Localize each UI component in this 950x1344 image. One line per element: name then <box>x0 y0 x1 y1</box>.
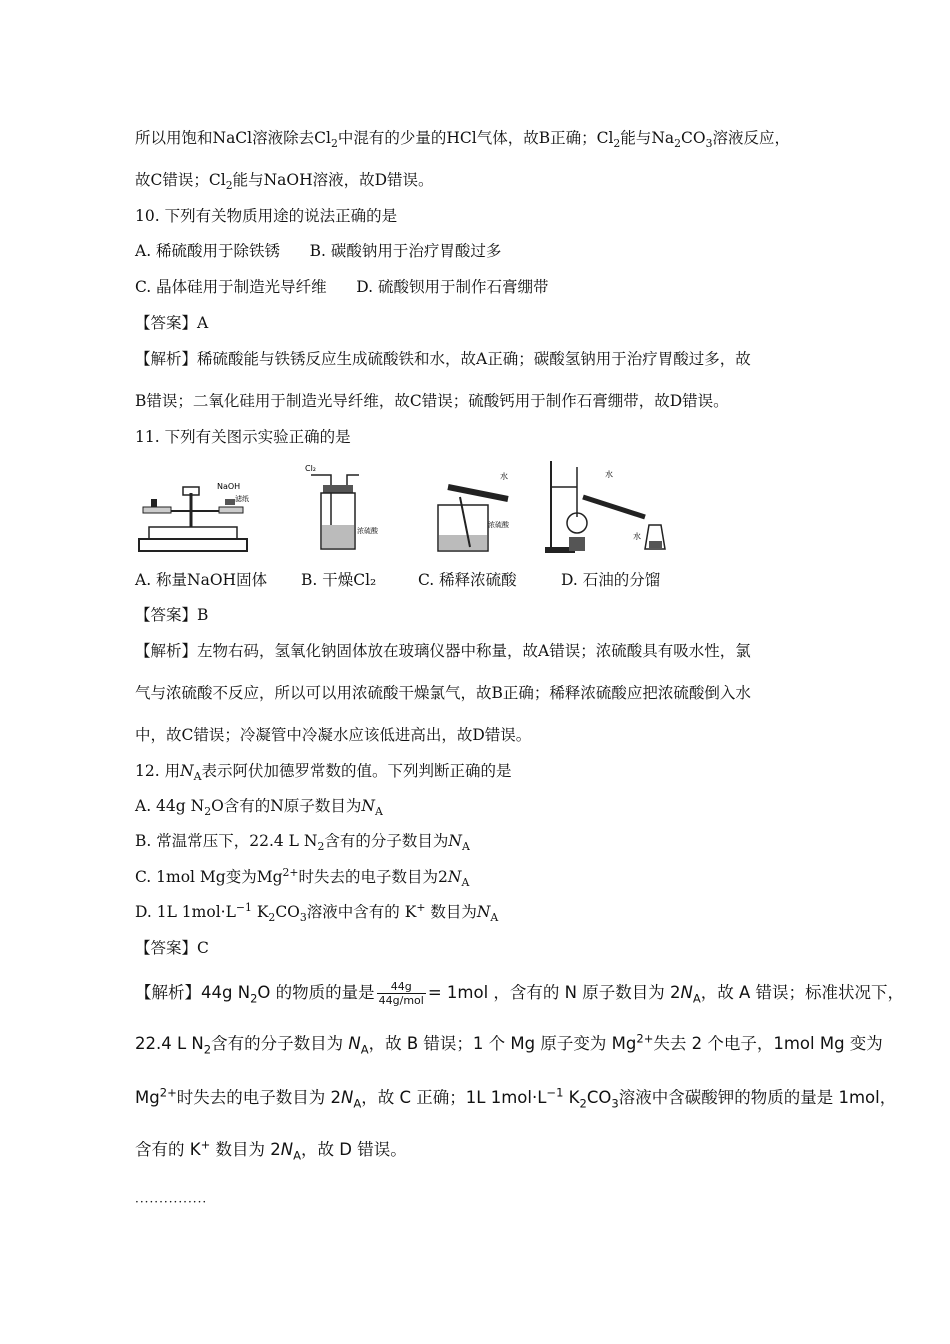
text: 含有的分子数目为 <box>211 1034 349 1053</box>
sub: 2 <box>613 137 621 151</box>
text: ，故 D 错误。 <box>301 1140 407 1159</box>
text: 时失去的电子数目为 2 <box>176 1088 341 1107</box>
text: O含有的N原子数目为 <box>211 797 362 815</box>
experiment-figures <box>135 457 695 557</box>
acid-label: 浓硫酸 <box>488 521 509 529</box>
na-symbol: N <box>361 797 375 815</box>
question-10-options-ab: A. 稀硫酸用于除铁锈 B. 碳酸钠用于治疗胃酸过多 <box>135 242 502 260</box>
na-symbol: N <box>348 1034 361 1053</box>
sub: A <box>461 840 470 854</box>
explanation-12-line3 <box>135 1085 897 1111</box>
text: 中混有的少量的HCl气体，故B正确；Cl <box>337 129 614 147</box>
sub: A <box>374 805 383 819</box>
answer-12: 【答案】C <box>135 939 209 957</box>
explanation-11-line3: 中，故C错误；冷凝管中冷凝水应该低进高出，故D错误。 <box>135 726 532 744</box>
text: 溶液中含碳酸钾的物质的量是 1mol， <box>618 1088 897 1107</box>
text: D. 1L 1mol·L <box>135 903 236 921</box>
explanation-12-line1 <box>135 980 904 1007</box>
explanation-10-line2: B错误；二氧化硅用于制造光导纤维，故C错误；硫酸钙用于制作石膏绷带，故D错误。 <box>135 392 729 410</box>
sup: 2+ <box>159 1085 177 1100</box>
text: 能与Na <box>620 129 675 147</box>
dots-separator: ··············· <box>135 1195 208 1209</box>
option-c <box>135 865 470 890</box>
text: O 的物质的量是 <box>257 983 375 1002</box>
text: 失去 2 个电子，1mol Mg 变为 <box>653 1034 883 1053</box>
balance-figure <box>135 457 250 557</box>
na-symbol: N <box>180 762 194 780</box>
text: 22.4 L N <box>135 1034 204 1053</box>
text: 12. 用 <box>135 762 181 780</box>
text: ，故 A 错误；标准状况下， <box>700 983 905 1002</box>
explanation-11-line2: 气与浓硫酸不反应，所以可以用浓硫酸干燥氯气，故B正确；稀释浓硫酸应把浓硫酸倒入水 <box>135 684 751 702</box>
sub: A <box>353 1096 362 1111</box>
na-symbol: N <box>680 983 693 1002</box>
text-line <box>135 128 791 151</box>
sub: A <box>193 770 202 784</box>
na-symbol: N <box>341 1088 354 1107</box>
gas-bottle-figure <box>303 457 388 557</box>
sub: 3 <box>611 1096 619 1111</box>
na-symbol: N <box>476 903 491 921</box>
sup: 2+ <box>636 1031 654 1046</box>
na-symbol: N <box>280 1140 294 1159</box>
sub: 2 <box>268 911 276 925</box>
sub: 3 <box>299 911 307 925</box>
text: 溶液反应， <box>712 129 791 147</box>
distillation-figure <box>545 457 675 557</box>
text-line <box>135 170 434 193</box>
sub: 3 <box>705 137 713 151</box>
na-symbol: N <box>448 832 462 850</box>
text: 所以用饱和NaCl溶液除去Cl <box>135 129 331 147</box>
answer-10: 【答案】A <box>135 314 209 332</box>
water-label: 水 <box>633 532 641 541</box>
explanation-12-line4 <box>135 1137 407 1163</box>
water-label: 水 <box>605 470 613 479</box>
sub: A <box>360 1042 369 1057</box>
option-d <box>135 900 499 925</box>
text: ，故 B 错误；1 个 Mg 原子变为 Mg <box>368 1034 637 1053</box>
text: B. 常温常压下，22.4 L N <box>135 832 318 850</box>
option-b <box>135 831 470 854</box>
text: 故C错误；Cl <box>135 171 226 189</box>
text: 含有的分子数目为 <box>324 832 449 850</box>
explanation-12-line2 <box>135 1031 883 1057</box>
caption-c: C. 稀释浓硫酸 <box>418 571 517 589</box>
answer-11: 【答案】B <box>135 606 209 624</box>
sup: + <box>200 1137 211 1152</box>
text: CO <box>681 129 706 147</box>
sub: 2 <box>674 137 682 151</box>
water-label: 水 <box>500 472 508 481</box>
sub: A <box>490 911 499 925</box>
text: 时失去的电子数目为2 <box>298 868 448 886</box>
fraction <box>377 980 426 1007</box>
explanation-11-line1: 【解析】左物右码，氢氧化钠固体放在玻璃仪器中称量，故A错误；浓硫酸具有吸水性，氯 <box>135 642 751 660</box>
text: 数目为 2 <box>210 1140 281 1159</box>
question-10: 10. 下列有关物质用途的说法正确的是 <box>135 207 398 225</box>
paper-label: 滤纸 <box>235 495 249 503</box>
option-a <box>135 796 383 819</box>
sub: 2 <box>225 179 233 193</box>
text: ，故 C 正确；1L 1mol·L <box>361 1088 547 1107</box>
caption-d: D. 石油的分馏 <box>561 571 661 589</box>
naoh-label: NaOH <box>217 482 241 491</box>
sub: 2 <box>204 805 212 819</box>
sup: + <box>416 900 426 914</box>
text: CO <box>586 1088 612 1107</box>
sub: A <box>692 991 701 1006</box>
text: K <box>251 903 269 921</box>
explanation-10-line1: 【解析】稀硫酸能与铁锈反应生成硫酸铁和水，故A正确；碳酸氢钠用于治疗胃酸过多，故 <box>135 350 751 368</box>
question-11: 11. 下列有关图示实验正确的是 <box>135 428 351 446</box>
text: 表示阿伏加德罗常数的值。下列判断正确的是 <box>201 762 512 780</box>
text: C. 1mol Mg变为Mg <box>135 868 283 886</box>
sub: A <box>293 1148 302 1163</box>
sub: 2 <box>579 1096 587 1111</box>
text: Mg <box>135 1088 160 1107</box>
sub: 2 <box>317 840 325 854</box>
cl2-label: Cl₂ <box>305 464 317 473</box>
text: 【解析】44g N <box>135 983 251 1002</box>
sub: 2 <box>330 137 338 151</box>
text: K <box>563 1088 580 1107</box>
sub: 2 <box>203 1042 212 1057</box>
sup: −1 <box>546 1085 564 1100</box>
text: 数目为 <box>425 903 477 921</box>
sup: 2+ <box>282 865 299 879</box>
text: = 1mol ，含有的 N 原子数目为 2 <box>427 983 681 1002</box>
acid-label: 浓硫酸 <box>357 527 378 535</box>
denominator: 44g/mol <box>378 994 424 1007</box>
numerator: 44g <box>377 980 426 994</box>
na-symbol: N <box>447 868 462 886</box>
text: 含有的 K <box>135 1140 201 1159</box>
sub: A <box>461 876 470 890</box>
sup: −1 <box>235 900 252 914</box>
question-10-options-cd: C. 晶体硅用于制造光导纤维 D. 硫酸钡用于制作石膏绷带 <box>135 278 549 296</box>
text: CO <box>275 903 300 921</box>
text: 溶液中含有的 K <box>306 903 417 921</box>
caption-b: B. 干燥Cl₂ <box>301 571 377 589</box>
question-12 <box>135 761 512 784</box>
text: A. 44g N <box>135 797 205 815</box>
caption-a: A. 称量NaOH固体 <box>135 571 268 589</box>
beaker-figure <box>430 457 525 557</box>
sub: 2 <box>250 991 258 1006</box>
text: 能与NaOH溶液，故D错误。 <box>232 171 434 189</box>
